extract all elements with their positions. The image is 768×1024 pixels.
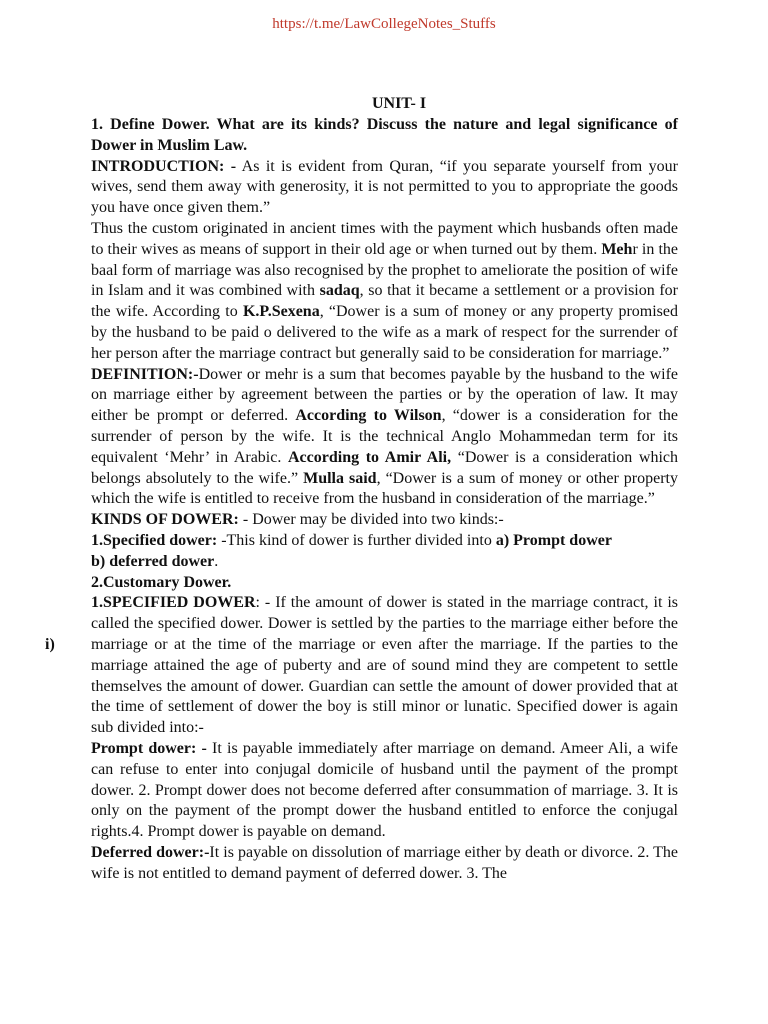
origin-paragraph: [91, 219, 678, 365]
text: - Dower may be divided into two kinds:-: [238, 511, 504, 529]
text: Thus the custom originated in ancient times with the payment which husbands often made to their wives as means of support in their old age or when turned out by them.: [91, 219, 678, 258]
list-marker: i): [45, 636, 55, 653]
mehr-term: Meh: [601, 240, 633, 258]
text: , “dower is a consideration for the surrender of person by the wife. It is the technical Anglo Mohammedan term for its equivalent ‘Mehr’ in Arabic.: [91, 407, 679, 466]
telegram-link[interactable]: https://t.me/LawCollegeNotes_Stuffs: [272, 16, 496, 32]
text: It is payable on dissolution of marriage either by death or divorce. 2. The wife is not entitled to demand payment of deferred dower. 3. The: [91, 843, 679, 882]
deferred-heading: Deferred dower:-: [91, 843, 210, 861]
text: “Dower is a consideration which belongs absolutely to the wife.”: [91, 448, 679, 487]
introduction-paragraph: [91, 157, 678, 219]
text: -This kind of dower is further divided into: [217, 531, 496, 549]
introduction-heading: INTRODUCTION: -: [91, 157, 237, 175]
amir-ali-ref: According to Amir Ali,: [287, 448, 452, 466]
specified-label: 1.Specified dower:: [91, 531, 218, 549]
specified-heading: 1.SPECIFIED DOWER: [91, 594, 256, 612]
kinds-heading: KINDS OF DOWER:: [91, 511, 239, 529]
sexena-name: K.P.Sexena: [242, 303, 320, 321]
text: : - If the amount of dower is stated in the marriage contract, it is called the specified dower. Dower is settled by the parties to the marriage either before the marriage or at the time of the marriage or even after the marriage. If the parties to the marriage attained the age of puberty and are of sound mind they are competent to settle themselves the amount of dower. Guardian can settle the amount of dower provided that at the time of settlement of dower the boy is still minor or lunatic. Specified dower is again sub divided into:-: [91, 594, 679, 737]
kind-customary: 2.Customary Dower.: [91, 573, 232, 591]
text: r in the baal form of marriage was also recognised by the prophet to ameliorate the position of wife in Islam and it was combined with: [91, 240, 678, 300]
wilson-ref: According to Wilson: [295, 407, 442, 425]
unit-title: UNIT- I: [371, 95, 427, 112]
text: , so that it became a settlement or a provision for the wife. According to: [91, 282, 678, 321]
document-body: [91, 115, 678, 884]
kinds-paragraph: [91, 510, 678, 531]
prompt-deferred-label: a) Prompt dower b) deferred dower: [91, 531, 612, 570]
question-heading: 1. Define Dower. What are its kinds? Discuss the nature and legal significance of Dower in Muslim Law.: [91, 116, 678, 154]
specified-dower-paragraph: [91, 593, 678, 739]
mulla-ref: Mulla said: [303, 469, 377, 487]
text: .: [214, 552, 219, 570]
definition-heading: DEFINITION:-: [91, 365, 199, 383]
text: It is payable immediately after marriage on demand. Ameer Ali, a wife can refuse to enter into conjugal domicile of husband until the payment of the prompt dower. 2. Prompt dower does not become deferred after consummation of marriage. 3. It is only on the payment of the prompt dower the husband entitled to enforce the conjugal rights.4. Prompt dower is payable on demand.: [91, 739, 679, 841]
sadaq-term: sadaq: [319, 282, 360, 300]
deferred-dower-paragraph: [91, 843, 678, 885]
definition-paragraph: [91, 365, 678, 511]
text: , “Dower is a sum of money or other property which the wife is entitled to receive from the husband in consideration of the marriage.”: [91, 469, 678, 508]
introduction-text: As it is evident from Quran, “if you separate yourself from your wives, send them away with generosity, it is not permitted to you to appropriate the goods you have once given them.”: [91, 157, 679, 217]
prompt-heading: Prompt dower: -: [91, 739, 207, 757]
text: , “Dower is a sum of money or any property promised by the husband to be paid o delivered to the wife as a mark of respect for the surrender of her person after the marriage contract but generally said to be consideration for marriage.”: [91, 303, 678, 362]
kind-specified: [91, 531, 621, 573]
text: Dower or mehr is a sum that becomes payable by the husband to the wife on marriage either by agreement between the parties or by the operation of law. It may either be prompt or deferred.: [91, 365, 678, 425]
prompt-dower-paragraph: [91, 739, 678, 843]
